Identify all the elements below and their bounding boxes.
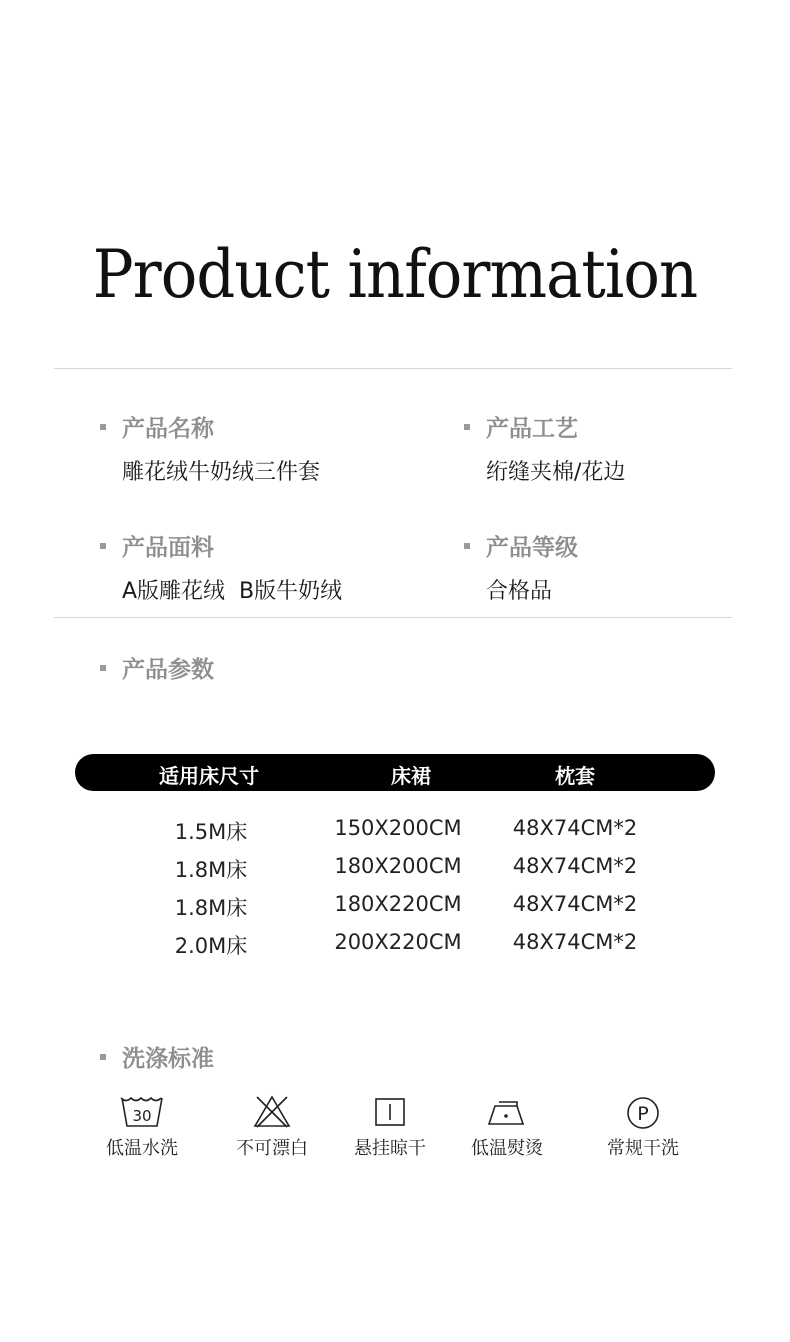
bullet-icon (100, 1054, 106, 1060)
wash-30-icon (119, 1094, 165, 1130)
cell-pillowcase: 48X74CM*2 (512, 892, 638, 916)
cell-bed-skirt: 150X200CM (334, 816, 462, 840)
bullet-icon (464, 543, 470, 549)
divider-middle (54, 617, 732, 618)
info-value: 绗缝夹棉/花边 (486, 460, 626, 485)
care-item-dry-clean (583, 1094, 703, 1160)
table-row (0, 926, 790, 962)
wash-temp-text: 30 (132, 1107, 152, 1125)
info-value: 雕花绒牛奶绒三件套 (122, 460, 321, 485)
care-item-hang-dry (330, 1094, 450, 1160)
dry-clean-letter: P (637, 1103, 649, 1125)
info-product-name (100, 410, 320, 486)
params-label: 产品参数 (122, 657, 214, 683)
care-caption: 低温水洗 (106, 1138, 178, 1159)
info-fabric (100, 529, 342, 605)
care-caption: 不可漂白 (236, 1138, 308, 1159)
header-bed-skirt: 床裙 (391, 764, 431, 788)
info-craft (464, 410, 625, 486)
info-label: 产品名称 (122, 416, 214, 442)
info-label: 产品等级 (486, 535, 578, 561)
care-caption: 低温熨烫 (471, 1138, 543, 1159)
divider-top (54, 368, 732, 369)
cell-bed-skirt: 200X220CM (334, 930, 462, 954)
care-caption: 悬挂晾干 (354, 1138, 426, 1159)
cell-bed-size: 2.0M床 (174, 934, 248, 958)
care-caption: 常规干洗 (607, 1138, 679, 1159)
info-label: 产品工艺 (486, 416, 578, 442)
cell-bed-skirt: 180X220CM (334, 892, 462, 916)
hang-dry-icon (372, 1094, 408, 1130)
page-title: Product information (92, 236, 698, 313)
cell-bed-size: 1.8M床 (174, 858, 248, 882)
cell-bed-size: 1.8M床 (174, 896, 248, 920)
bullet-icon (100, 543, 106, 549)
info-label: 产品面料 (122, 535, 214, 561)
table-row (0, 888, 790, 924)
care-item-wash (82, 1094, 202, 1160)
table-row (0, 812, 790, 848)
cell-pillowcase: 48X74CM*2 (512, 854, 638, 878)
care-heading (100, 1040, 214, 1073)
no-bleach-icon (252, 1094, 292, 1130)
table-header (75, 754, 715, 791)
table-row (0, 850, 790, 886)
bullet-icon (100, 424, 106, 430)
cell-bed-skirt: 180X200CM (334, 854, 462, 878)
low-iron-icon (485, 1094, 529, 1130)
info-value: 合格品 (486, 579, 553, 604)
bullet-icon (100, 665, 106, 671)
bullet-icon (464, 424, 470, 430)
header-pillowcase: 枕套 (555, 764, 595, 788)
cell-pillowcase: 48X74CM*2 (512, 930, 638, 954)
cell-bed-size: 1.5M床 (174, 820, 248, 844)
care-item-no-bleach (212, 1094, 332, 1160)
header-bed-size: 适用床尺寸 (159, 764, 259, 788)
info-grade (464, 529, 578, 605)
care-label: 洗涤标准 (122, 1046, 214, 1072)
care-item-iron (447, 1094, 567, 1160)
dry-clean-p-icon (625, 1094, 661, 1130)
cell-pillowcase: 48X74CM*2 (512, 816, 638, 840)
info-value: A版雕花绒 B版牛奶绒 (122, 579, 343, 604)
params-heading (100, 651, 214, 684)
